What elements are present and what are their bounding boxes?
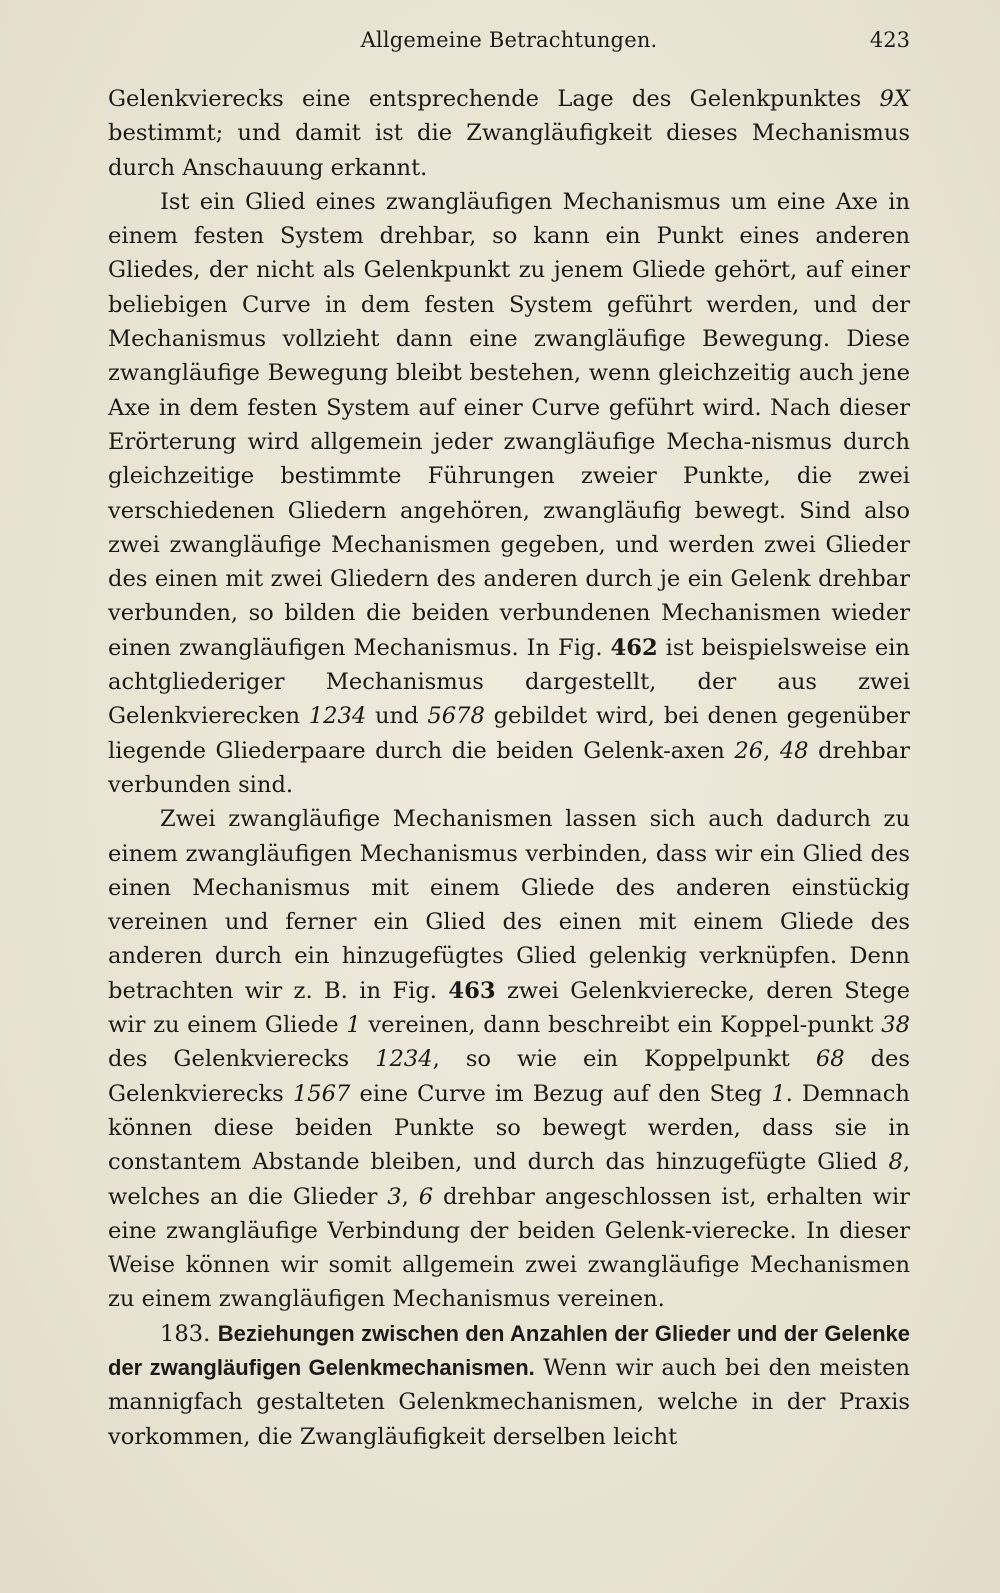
paragraph-text: eine Curve im Bezug auf den Steg [350,1080,772,1107]
paragraph-1 [108,82,910,185]
section-number: 183. [160,1320,211,1347]
body-text [108,82,910,1454]
section-title: Beziehungen zwischen den Anzahlen der Glieder und der Gelenke der zwangläufigen Gelenkmechanismen. [108,1320,911,1380]
paragraph-text: , welches an die Glieder [108,1149,910,1210]
paragraph-3 [108,802,910,1316]
math-symbol: 38 [881,1012,911,1039]
math-symbol: 26 [734,737,764,764]
section-183 [108,1317,910,1454]
paragraph-text: vereinen, dann beschreibt ein Koppel-punkt [360,1012,882,1039]
math-symbol: 8 [888,1149,903,1176]
paragraph-text: , so wie ein Koppelpunkt [432,1046,816,1073]
paragraph-text: drehbar angeschlossen ist, erhalten wir eine zwangläufige Verbindung der beiden Gelenk-vierecke. In dieser Weise können wir somit allgemein zwei zwangläufige Mechanismen zu einem zwangläufigen Mechanismus vereinen. [108,1183,910,1313]
paragraph-text: ist beispielsweise ein achtgliederiger Mechanismus dargestellt, der aus zwei Gelenkvierecken [108,634,910,730]
paragraph-text: bestimmt; und damit ist die Zwangläufigkeit dieses Mechanismus durch Anschauung erkannt. [108,120,910,181]
math-symbol: 1234 [375,1046,433,1073]
math-symbol: 1567 [292,1080,351,1107]
paragraph-text: drehbar verbunden sind. [108,737,910,798]
paragraph-2 [108,185,910,802]
math-symbol: 48 [779,737,809,764]
paragraph-text: Zwei zwangläufige Mechanismen lassen sich auch dadurch zu einem zwangläufigen Mechanismus verbinden, dass wir ein Glied des einen Mechanismus mit einem Gliede des anderen einstückig vereinen und ferner ein Glied des einen mit einem Gliede des anderen durch ein hinzugefügtes Glied gelenkig verknüpfen. Denn betrachten wir z. B. in Fig. [108,806,910,1004]
math-symbol: 1 [771,1080,786,1107]
paragraph-text: Ist ein Glied eines zwangläufigen Mechanismus um eine Axe in einem festen System drehbar, so kann ein Punkt eines anderen Gliedes, der nicht als Gelenkpunkt zu jenem Gliede gehört, auf einer beliebigen Curve in dem festen System geführt werden, und der Mechanismus vollzieht dann eine zwangläufige Bewegung. Diese zwangläufige Bewegung bleibt bestehen, wenn gleichzeitig auch jene Axe in dem festen System auf einer Curve geführt wird. Nach dieser Erörterung wird allgemein jeder zwangläufige Mecha-nismus durch gleichzeitige bestimmte Führungen zweier Punkte, die zwei verschiedenen Gliedern angehören, zwangläufig bewegt. Sind also zwei zwangläufige Mechanismen gegeben, und werden zwei Glieder des einen mit zwei Gliedern des anderen durch je ein Gelenk drehbar verbunden, so bilden die beiden verbundenen Mechanismen wieder einen zwangläufigen Mechanismus. In Fig. [108,188,910,661]
math-symbol: 1234 [308,703,367,730]
paragraph-text: . Demnach können diese beiden Punkte so bewegt werden, dass sie in constantem Abstande bleiben, und durch das hinzugefügte Glied [108,1080,910,1176]
math-symbol: 3 [387,1183,402,1210]
figure-reference: 463 [448,977,496,1004]
math-symbol: 6 [418,1183,434,1210]
paragraph-text: Gelenkvierecks eine entsprechende Lage des Gelenkpunktes [108,86,880,112]
figure-reference: 462 [610,634,658,661]
header-title: Allgemeine Betrachtungen. [360,28,658,52]
math-symbol: 1 [346,1012,361,1039]
paragraph-text: Wenn wir auch bei den meisten mannigfach gestalteten Gelenkmechanismen, welche in der Praxis vorkommen, die Zwangläufigkeit derselben leicht [108,1354,910,1450]
math-symbol: 5678 [427,703,485,730]
math-symbol: 9X [879,86,910,112]
paragraph-text: des Gelenkvierecks [108,1046,910,1107]
paragraph-text: gebildet wird, bei denen gegenüber liegende Gliederpaare durch die beiden Gelenk-axen [108,703,910,764]
math-symbol: 68 [815,1046,845,1073]
paragraph-text: , [763,737,780,764]
page-number: 423 [869,28,910,52]
paragraph-text: zwei Gelenkvierecke, deren Stege wir zu einem Gliede [108,977,911,1039]
paragraph-text: und [366,703,428,730]
paragraph-text: des Gelenkvierecks [108,1046,376,1073]
paragraph-text: , [401,1183,419,1210]
running-header [108,28,910,58]
